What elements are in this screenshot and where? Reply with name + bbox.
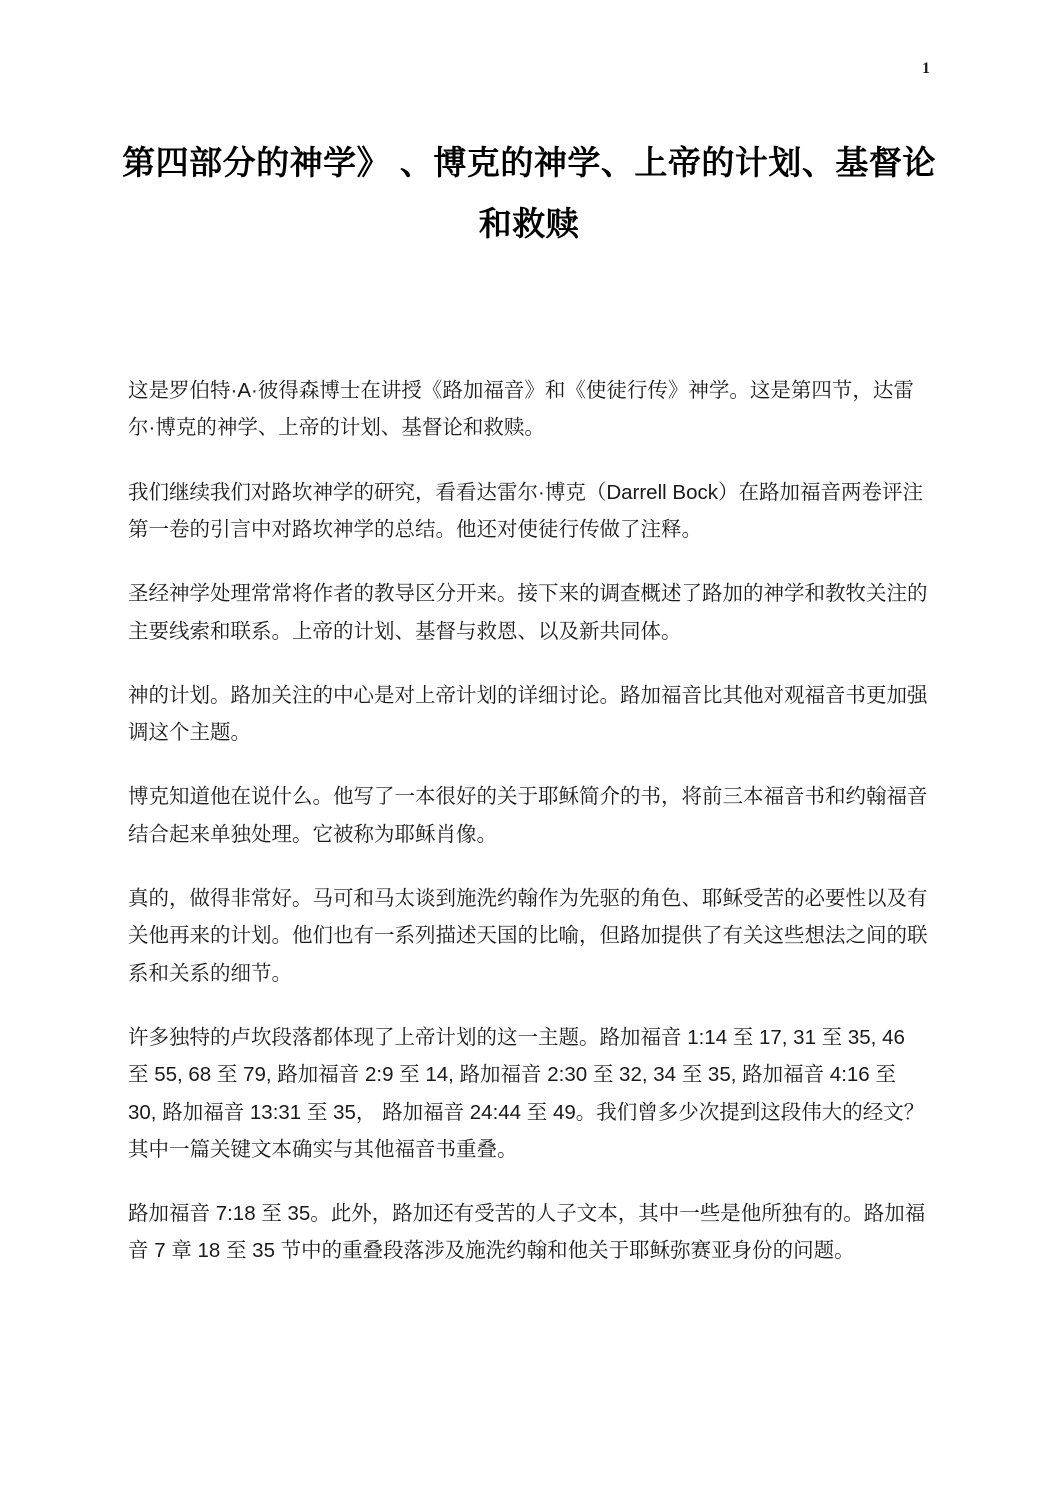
paragraph: 真的，做得非常好。马可和马太谈到施洗约翰作为先驱的角色、耶稣受苦的必要性以及有关他再来的计划。他们也有一系列描述天国的比喻，但路加提供了有关这些想法之间的联系和关系的细节。: [128, 887, 928, 985]
paragraph: 路加福音 7:18 至 35。此外，路加还有受苦的人子文本，其中一些是他所独有的。路加福音 7 章 18 至 35 节中的重叠段落涉及施洗约翰和他关于耶稣弥赛亚身份的问题。: [128, 1202, 926, 1263]
paragraph: 许多独特的卢坎段落都体现了上帝计划的这一主题。路加福音 1:14 至 17, 31 至 35, 46 至 55, 68 至 79, 路加福音 2:9 至 14, 路加福音 2:30 至 32, 34 至 35, 路加福音 4:16 至 30, 路加福音 13:31 至 35， 路加福音 24:44 至 49。我们曾多少次提到这段伟大的经文？其中一篇关键文本确实与其他福音书重叠。: [128, 1025, 925, 1161]
document-body: [128, 372, 930, 1270]
paragraph: 神的计划。路加关注的中心是对上帝计划的详细讨论。路加福音比其他对观福音书更加强调这个主题。: [128, 683, 928, 745]
paragraph: 这是罗伯特·A·彼得森博士在讲授《路加福音》和《使徒行传》神学。这是第四节，达雷尔·博克的神学、上帝的计划、基督论和救赎。: [128, 379, 914, 440]
paragraph: 我们继续我们对路坎神学的研究，看看达雷尔·博克（Darrell Bock）在路加福音两卷评注第一卷的引言中对路坎神学的总结。他还对使徒行传做了注释。: [128, 480, 923, 541]
page-number: 1: [922, 60, 930, 77]
paragraph: 圣经神学处理常常将作者的教导区分开来。接下来的调查概述了路加的神学和教牧关注的主要线索和联系。上帝的计划、基督与救恩、以及新共同体。: [128, 582, 928, 643]
document-title: 第四部分的神学》 、博克的神学、上帝的计划、基督论和救赎: [122, 144, 936, 243]
paragraph: 博克知道他在说什么。他写了一本很好的关于耶稣简介的书，将前三本福音书和约翰福音结合起来单独处理。它被称为耶稣肖像。: [128, 785, 928, 846]
